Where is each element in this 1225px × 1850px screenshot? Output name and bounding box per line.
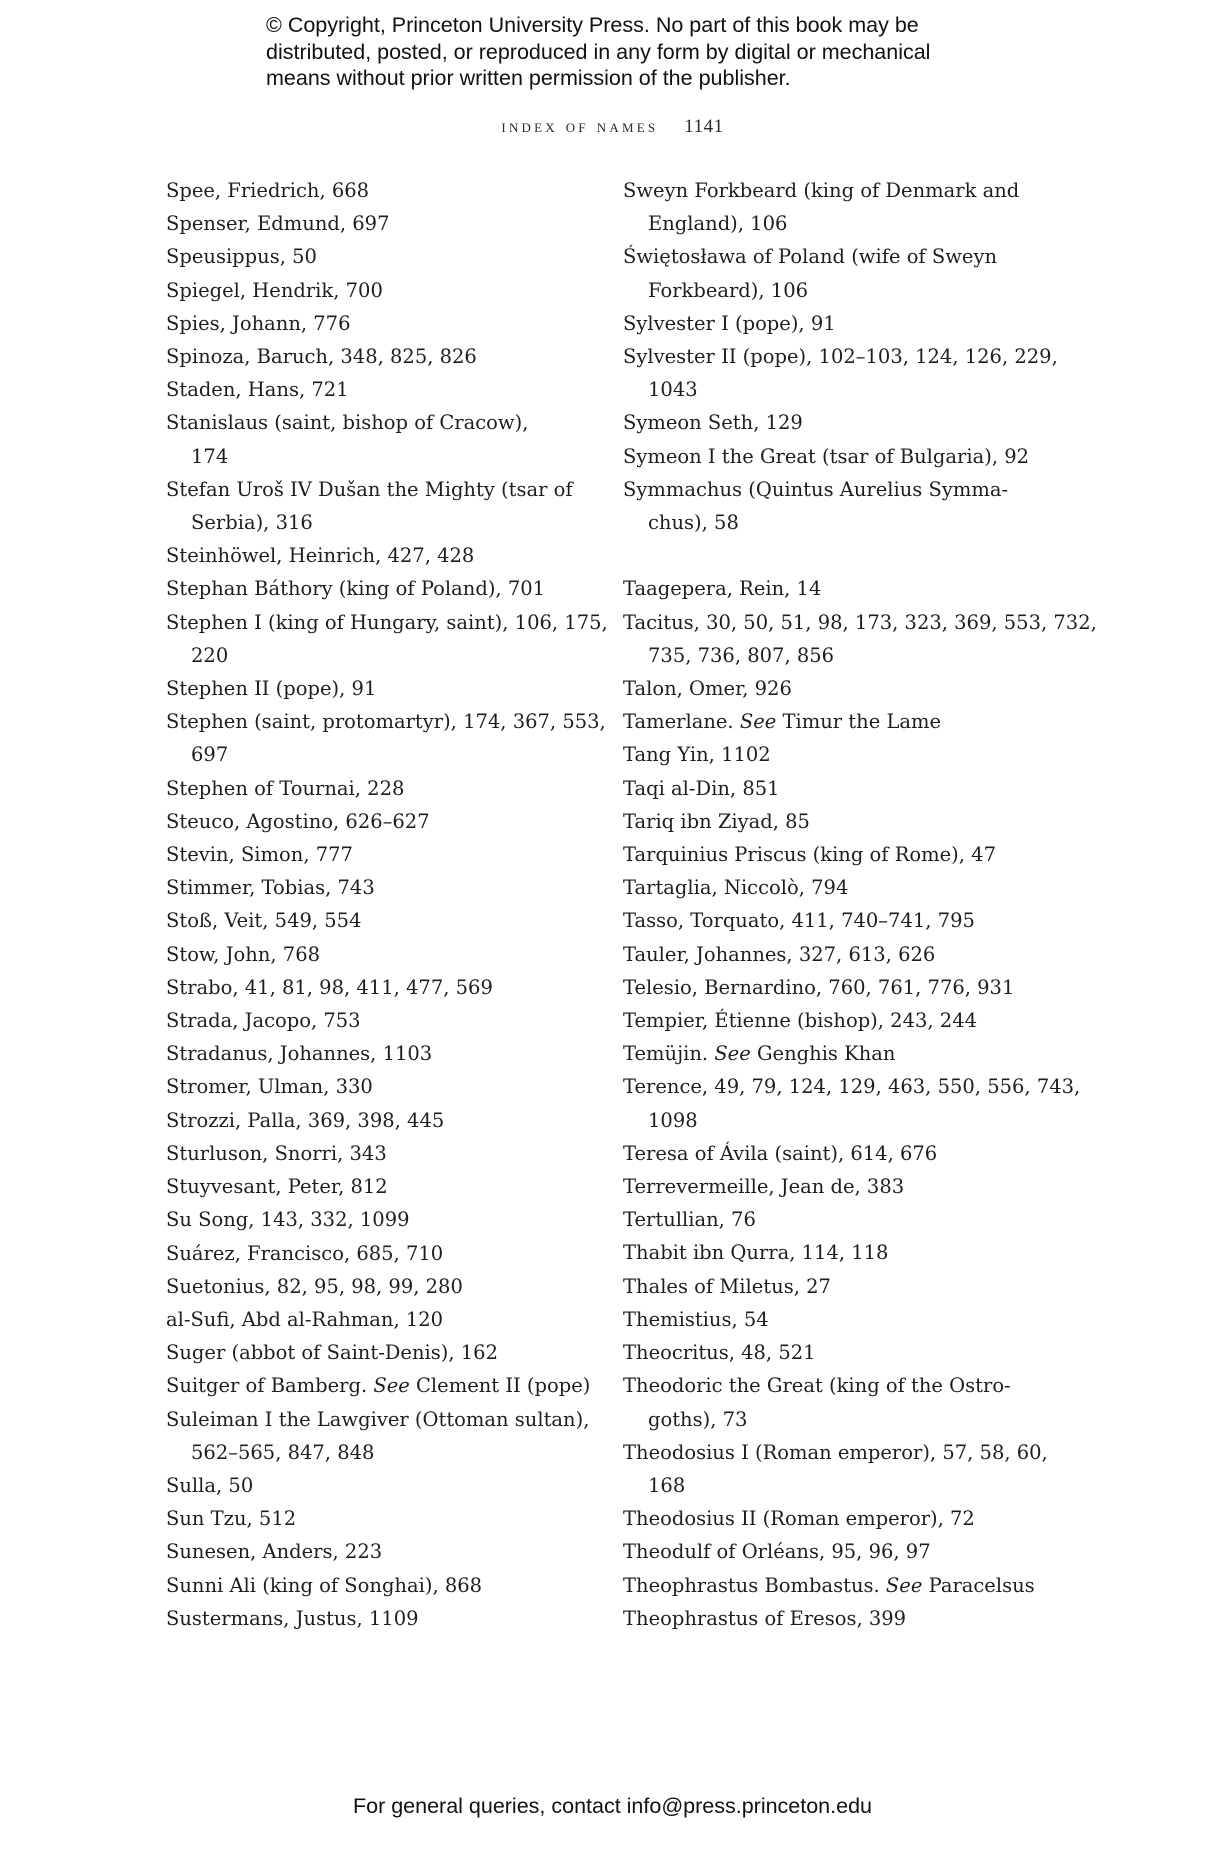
index-entry — [166, 1336, 586, 1369]
index-entry — [623, 772, 1063, 805]
footer-contact: For general queries, contact info@press.princeton.edu — [352, 1794, 872, 1818]
index-entry — [166, 1004, 586, 1037]
index-entry-text: Paracelsus — [922, 1573, 1035, 1597]
index-entry-continuation: 562–565, 847, 848 — [191, 1440, 375, 1464]
index-entry-text: Taagepera, Rein, 14 — [623, 577, 822, 601]
index-entry-text: Spinoza, Baruch, 348, 825, 826 — [166, 345, 477, 369]
index-entry — [623, 805, 1063, 838]
index-entry-text: Tempier, Étienne (bishop), 243, 244 — [623, 1009, 978, 1033]
index-entry-text: Taqi al-Din, 851 — [623, 776, 780, 800]
index-entry — [623, 705, 1063, 738]
index-entry-text: Spies, Johann, 776 — [166, 311, 351, 335]
index-entry-text: Steuco, Agostino, 626–627 — [166, 809, 430, 833]
index-entry-text: Thales of Miletus, 27 — [623, 1274, 831, 1298]
index-entry — [623, 1004, 1063, 1037]
index-entry-continuation: 220 — [191, 643, 229, 667]
index-entry-text: Temüjin. — [623, 1042, 715, 1066]
index-entry — [166, 373, 586, 406]
index-entry — [166, 1535, 586, 1568]
index-entry — [623, 1070, 1081, 1136]
index-entry-continuation: 697 — [191, 743, 229, 767]
index-entry-text: Suetonius, 82, 95, 98, 99, 280 — [166, 1274, 463, 1298]
index-entry — [166, 1203, 586, 1236]
index-entry-text: Sulla, 50 — [166, 1473, 254, 1497]
see-reference: See — [739, 710, 777, 734]
copyright-line: distributed, posted, or reproduced in any form by digital or mechanical — [266, 39, 931, 64]
index-entry-text: Stevin, Simon, 777 — [166, 843, 353, 867]
index-entry — [623, 1037, 1063, 1070]
index-entry — [623, 606, 1097, 672]
index-entry-continuation: 168 — [648, 1473, 686, 1497]
index-entry-text: Symeon I the Great (tsar of Bulgaria), 92 — [623, 444, 1030, 468]
index-entry-text: Stephen II (pope), 91 — [166, 677, 377, 701]
index-entry — [623, 1502, 1063, 1535]
index-entry-text: Theophrastus Bombastus. — [623, 1573, 886, 1597]
index-entry — [623, 971, 1063, 1004]
index-entry — [623, 1236, 1063, 1269]
index-entry-text: Terrevermeille, Jean de, 383 — [623, 1175, 905, 1199]
index-entry-text: Theodosius II (Roman emperor), 72 — [623, 1507, 975, 1531]
index-entry — [623, 307, 1063, 340]
running-head-title: index of names — [501, 116, 659, 137]
index-entry-continuation: goths), 73 — [648, 1407, 748, 1431]
index-entry — [166, 1270, 586, 1303]
index-entry — [166, 274, 586, 307]
index-entry-text: Tacitus, 30, 50, 51, 98, 173, 323, 369, 553, 732, — [623, 610, 1097, 634]
index-entry-text: Thabit ibn Qurra, 114, 118 — [623, 1241, 889, 1265]
index-entry-continuation: 735, 736, 807, 856 — [648, 643, 835, 667]
index-entry — [623, 1436, 1063, 1502]
index-entry-continuation: Forkbeard), 106 — [648, 278, 809, 302]
index-entry-text: Clement II (pope) — [409, 1374, 591, 1398]
index-entry — [166, 672, 586, 705]
index-entry-text: Suitger of Bamberg. — [166, 1374, 374, 1398]
index-entry-text: Suárez, Francisco, 685, 710 — [166, 1241, 444, 1265]
index-entry-text: Theocritus, 48, 521 — [623, 1341, 816, 1365]
index-entry — [166, 938, 586, 971]
index-entry — [166, 1037, 586, 1070]
index-entry-text: Terence, 49, 79, 124, 129, 463, 550, 556, 743, — [623, 1075, 1081, 1099]
index-entry — [166, 1237, 586, 1270]
index-entry — [623, 1270, 1063, 1303]
index-entry — [166, 1602, 586, 1635]
index-entry — [166, 1369, 591, 1402]
index-entry-continuation: Serbia), 316 — [191, 511, 313, 535]
index-entry-text: Talon, Omer, 926 — [623, 677, 792, 701]
copyright-notice — [266, 12, 1026, 92]
index-entry — [623, 473, 1063, 539]
index-entry — [166, 1403, 590, 1469]
see-reference: See — [714, 1042, 751, 1066]
index-entry-text: Sylvester I (pope), 91 — [623, 311, 836, 335]
index-entry-text: Tarquinius Priscus (king of Rome), 47 — [623, 843, 996, 867]
index-entry-text: Spenser, Edmund, 697 — [166, 212, 390, 236]
index-entry-text: Sunesen, Anders, 223 — [166, 1540, 383, 1564]
index-entry-text: Timur the Lame — [776, 710, 942, 734]
index-entry-text: Tasso, Torquato, 411, 740–741, 795 — [623, 909, 975, 933]
index-entry — [623, 572, 1063, 605]
index-entry — [623, 1369, 1063, 1435]
index-entry-text: Sturluson, Snorri, 343 — [166, 1141, 387, 1165]
index-entry — [623, 240, 1063, 306]
index-entry-text: Teresa of Ávila (saint), 614, 676 — [623, 1141, 938, 1165]
index-entry-text: Telesio, Bernardino, 760, 761, 776, 931 — [623, 975, 1015, 999]
index-entry-text: Stimmer, Tobias, 743 — [166, 876, 375, 900]
index-entry-text: Strada, Jacopo, 753 — [166, 1009, 361, 1033]
index-column-right — [623, 174, 1097, 1635]
index-entry-text: Symeon Seth, 129 — [623, 411, 803, 435]
index-entry — [166, 805, 586, 838]
index-entry-text: Spiegel, Hendrik, 700 — [166, 278, 383, 302]
index-entry — [166, 772, 586, 805]
index-entry-text: Stephen of Tournai, 228 — [166, 776, 405, 800]
index-entry — [166, 1502, 586, 1535]
index-entry-text: Tartaglia, Niccolò, 794 — [623, 876, 849, 900]
index-entry — [166, 871, 586, 904]
index-entry-text: Symmachus (Quintus Aurelius Symma- — [623, 477, 1009, 501]
index-entry — [166, 340, 586, 373]
see-reference: See — [885, 1573, 923, 1597]
index-entry-continuation: 1043 — [648, 378, 698, 402]
index-entry — [166, 406, 586, 472]
index-entry-text: Strozzi, Palla, 369, 398, 445 — [166, 1108, 445, 1132]
index-entry-text: Steinhöwel, Heinrich, 427, 428 — [166, 544, 475, 568]
index-entry-continuation: England), 106 — [648, 212, 788, 236]
copyright-line: © Copyright, Princeton University Press. No part of this book may be — [266, 13, 919, 37]
index-entry — [166, 207, 586, 240]
index-entry — [166, 539, 586, 572]
index-entry — [166, 240, 586, 273]
index-entry-text: Theodosius I (Roman emperor), 57, 58, 60, — [623, 1440, 1048, 1464]
index-entry-text: Su Song, 143, 332, 1099 — [166, 1208, 410, 1232]
index-entry-text: Theophrastus of Eresos, 399 — [623, 1606, 907, 1630]
index-column-left — [166, 174, 608, 1635]
index-entry-text: Theodoric the Great (king of the Ostro- — [623, 1374, 1011, 1398]
index-entry — [623, 1203, 1063, 1236]
index-entry — [623, 738, 1063, 771]
index-entry — [623, 440, 1063, 473]
index-entry — [623, 1303, 1063, 1336]
see-reference: See — [373, 1374, 410, 1398]
index-entry-text: Tauler, Johannes, 327, 613, 626 — [623, 942, 936, 966]
index-entry — [623, 1569, 1063, 1602]
index-entry-text: Stoß, Veit, 549, 554 — [166, 909, 362, 933]
index-entry-text: Stow, John, 768 — [166, 942, 321, 966]
letter-section-gap — [623, 539, 1063, 572]
index-entry-text: Suleiman I the Lawgiver (Ottoman sultan), — [166, 1407, 590, 1431]
index-entry-text: Świętosława of Poland (wife of Sweyn — [623, 245, 998, 269]
index-entry-continuation: 1098 — [648, 1108, 698, 1132]
index-entry — [166, 1104, 586, 1137]
index-entry — [166, 473, 586, 539]
index-entry-text: Sustermans, Justus, 1109 — [166, 1606, 419, 1630]
index-entry — [623, 838, 1063, 871]
index-entry-text: Stradanus, Johannes, 1103 — [166, 1042, 433, 1066]
index-entry-text: Stromer, Ulman, 330 — [166, 1075, 373, 1099]
index-entry — [623, 1535, 1063, 1568]
index-entry-continuation: chus), 58 — [648, 511, 739, 535]
index-entry-text: Staden, Hans, 721 — [166, 378, 349, 402]
index-entry — [166, 971, 586, 1004]
index-entry-text: Sunni Ali (king of Songhai), 868 — [166, 1573, 483, 1597]
index-entry — [166, 1569, 586, 1602]
copyright-line: means without prior written permission of the publisher. — [266, 66, 791, 90]
index-entry-text: Tariq ibn Ziyad, 85 — [623, 809, 810, 833]
page-number: 1141 — [684, 116, 724, 137]
index-entry-text: Stephen I (king of Hungary, saint), 106, 175, — [166, 610, 608, 634]
index-entry — [623, 871, 1063, 904]
index-entry — [166, 1170, 586, 1203]
index-entry — [623, 1336, 1063, 1369]
index-entry-text: al-Sufi, Abd al-Rahman, 120 — [166, 1307, 444, 1331]
index-entry-text: Sylvester II (pope), 102–103, 124, 126, 229, — [623, 345, 1058, 369]
index-entry-text: Sun Tzu, 512 — [166, 1507, 297, 1531]
index-entry — [166, 838, 586, 871]
index-entry — [623, 938, 1063, 971]
index-entry-text: Stephan Báthory (king of Poland), 701 — [166, 577, 546, 601]
index-entry — [166, 1303, 586, 1336]
index-entry — [623, 174, 1063, 240]
index-entry-text: Theodulf of Orléans, 95, 96, 97 — [623, 1540, 931, 1564]
index-entry-text: Stuyvesant, Peter, 812 — [166, 1175, 388, 1199]
index-entry — [166, 174, 586, 207]
index-entry-text: Speusippus, 50 — [166, 245, 317, 269]
index-entry — [623, 1170, 1063, 1203]
index-entry-text: Strabo, 41, 81, 98, 411, 477, 569 — [166, 975, 493, 999]
index-entry — [166, 606, 608, 672]
index-entry — [166, 1137, 586, 1170]
index-entry-text: Spee, Friedrich, 668 — [166, 179, 370, 202]
index-entry — [623, 406, 1063, 439]
running-head — [0, 114, 1225, 140]
index-entry — [623, 1602, 1063, 1635]
index-entry — [166, 705, 606, 771]
index-entry-text: Suger (abbot of Saint-Denis), 162 — [166, 1341, 498, 1365]
index-entry — [166, 904, 586, 937]
index-entry-text: Sweyn Forkbeard (king of Denmark and — [623, 179, 1020, 202]
index-entry — [166, 1469, 586, 1502]
index-entry-text: Tamerlane. — [623, 710, 740, 734]
index-entry-continuation: 174 — [191, 444, 229, 468]
index-entry-text: Stephen (saint, protomartyr), 174, 367, 553, — [166, 710, 606, 734]
index-entry — [166, 307, 586, 340]
index-entry-text: Genghis Khan — [750, 1042, 896, 1066]
index-entry-text: Tertullian, 76 — [623, 1208, 756, 1232]
index-entry-text: Stefan Uroš IV Dušan the Mighty (tsar of — [166, 477, 573, 501]
index-entry-text: Themistius, 54 — [623, 1307, 769, 1331]
index-entry — [166, 1070, 586, 1103]
index-entry — [623, 340, 1063, 406]
index-entry — [166, 572, 586, 605]
index-entry-text: Tang Yin, 1102 — [623, 743, 771, 767]
index-entry — [623, 672, 1063, 705]
index-entry — [623, 1137, 1063, 1170]
index-entry — [623, 904, 1063, 937]
index-entry-text: Stanislaus (saint, bishop of Cracow), — [166, 411, 529, 435]
